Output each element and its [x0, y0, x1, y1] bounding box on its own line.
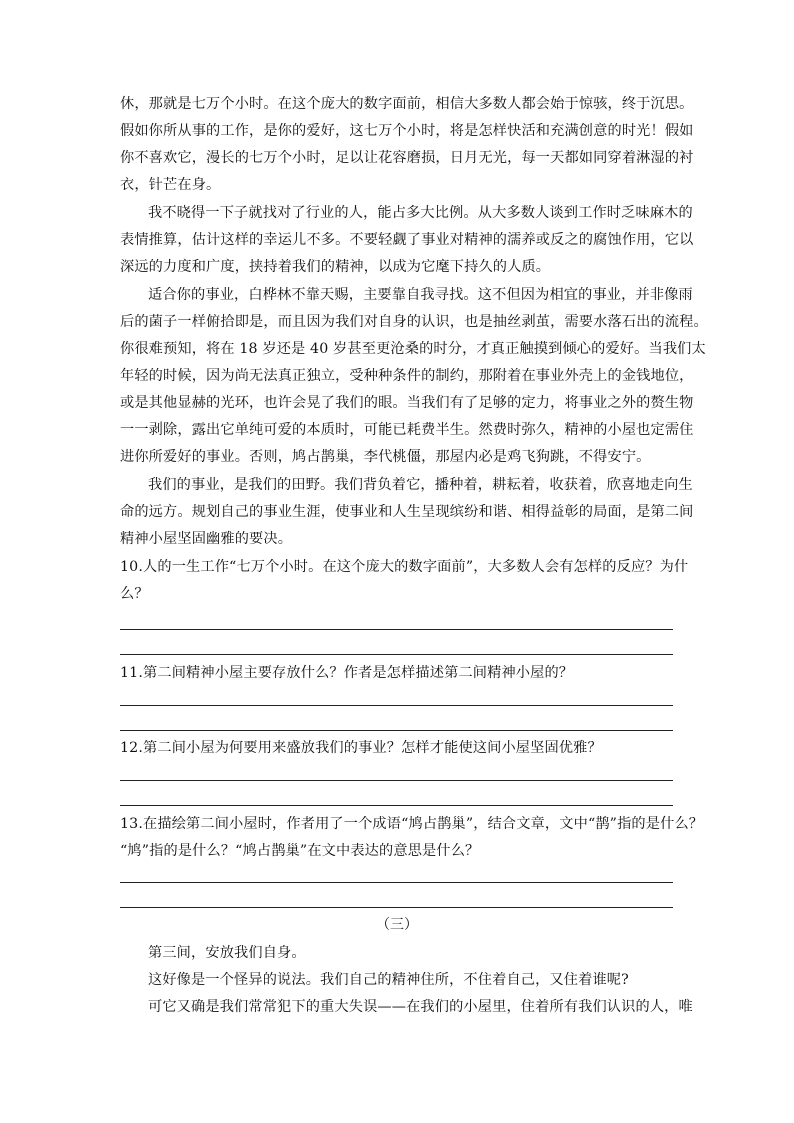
answer-line[interactable] [120, 705, 673, 706]
question-11: 11.第二间精神小屋主要存放什么？作者是怎样描述第二间精神小屋的？ [120, 665, 574, 681]
passage-line: 假如你所从事的工作，是你的爱好，这七万个小时，将是怎样快活和充满创意的时光！假如 [120, 123, 694, 139]
passage-line: 深远的力度和广度，挟持着我们的精神，以成为它麾下持久的人质。 [120, 259, 551, 275]
question-10-cont: 么？ [120, 586, 149, 602]
answer-line[interactable] [120, 780, 673, 781]
passage-line: 表情推算，估计这样的幸运儿不多。不要轻觑了事业对精神的濡养或反之的腐蚀作用，它以 [120, 232, 694, 248]
answer-line[interactable] [120, 882, 673, 883]
passage-line: 这好像是一个怪异的说法。我们自己的精神住所，不住着自己，又住着谁呢? [148, 972, 629, 988]
passage-line: 后的菌子一样俯拾即是，而且因为我们对自身的认识，也是抽丝剥茧，需要水落石出的流程。 [120, 314, 708, 330]
passage-line: 我们的事业，是我们的田野。我们背负着它，播种着，耕耘着，收获着，欣喜地走向生 [148, 477, 693, 493]
answer-line[interactable] [120, 629, 673, 630]
passage-line: 衣，针芒在身。 [120, 177, 221, 193]
passage-line: 精神小屋坚固幽雅的要决。 [120, 531, 293, 547]
passage-line: 你不喜欢它，漫长的七万个小时，足以让花容磨损，日月无光，每一天都如同穿着淋湿的衬 [120, 150, 694, 166]
passage-line: 适合你的事业，白桦林不靠天赐，主要靠自我寻找。这不但因为相宜的事业，并非像雨 [148, 287, 693, 303]
passage-line: 或是其他显赫的光环，也许会晃了我们的眼。当我们有了足够的定力，将事业之外的赘生物 [120, 395, 694, 411]
passage-line: 命的远方。规划自己的事业生涯，使事业和人生呈现缤纷和谐、相得益彰的局面，是第二间 [120, 504, 694, 520]
passage-line: 第三间，安放我们自身。 [148, 945, 306, 961]
answer-line[interactable] [120, 907, 673, 908]
question-13: 13.在描绘第二间小屋时，作者用了一个成语“鸠占鹊巢”，结合文章，文中“鹊”指的是什么？ [120, 816, 704, 832]
passage-line: 休，那就是七万个小时。在这个庞大的数字面前，相信大多数人都会始于惊骇，终于沉思。 [120, 96, 694, 112]
question-10: 10.人的一生工作“七万个小时。在这个庞大的数字面前”，大多数人会有怎样的反应？为什 [120, 559, 689, 575]
question-12: 12.第二间小屋为何要用来盛放我们的事业？怎样才能使这间小屋坚固优雅？ [120, 740, 602, 756]
question-13-cont: “鸠”指的是什么？“鸠占鹊巢”在文中表达的意思是什么？ [120, 843, 480, 859]
passage-line: 可它又确是我们常常犯下的重大失误——在我们的小屋里，住着所有我们认识的人，唯 [148, 999, 693, 1015]
passage-line: 年轻的时候，因为尚无法真正独立，受种种条件的制约，那附着在事业外壳上的金钱地位， [120, 368, 694, 384]
answer-line[interactable] [120, 730, 673, 731]
passage-line: 进你所爱好的事业。否则，鸠占鹊巢，李代桃僵，那屋内必是鸡飞狗跳，不得安宁。 [120, 449, 651, 465]
section-heading: （三） [376, 917, 418, 933]
passage-line: 一一剥除，露出它单纯可爱的本质时，可能已耗费半生。然费时弥久，精神的小屋也定需住 [120, 422, 694, 438]
passage-line: 我不晓得一下子就找对了行业的人，能占多大比例。从大多数人谈到工作时乏味麻木的 [148, 205, 693, 221]
answer-line[interactable] [120, 654, 673, 655]
answer-line[interactable] [120, 805, 673, 806]
passage-line: 你很难预知，将在 18 岁还是 40 岁甚至更沧桑的时分，才真正触摸到倾心的爱好。当我们太 [120, 341, 706, 357]
